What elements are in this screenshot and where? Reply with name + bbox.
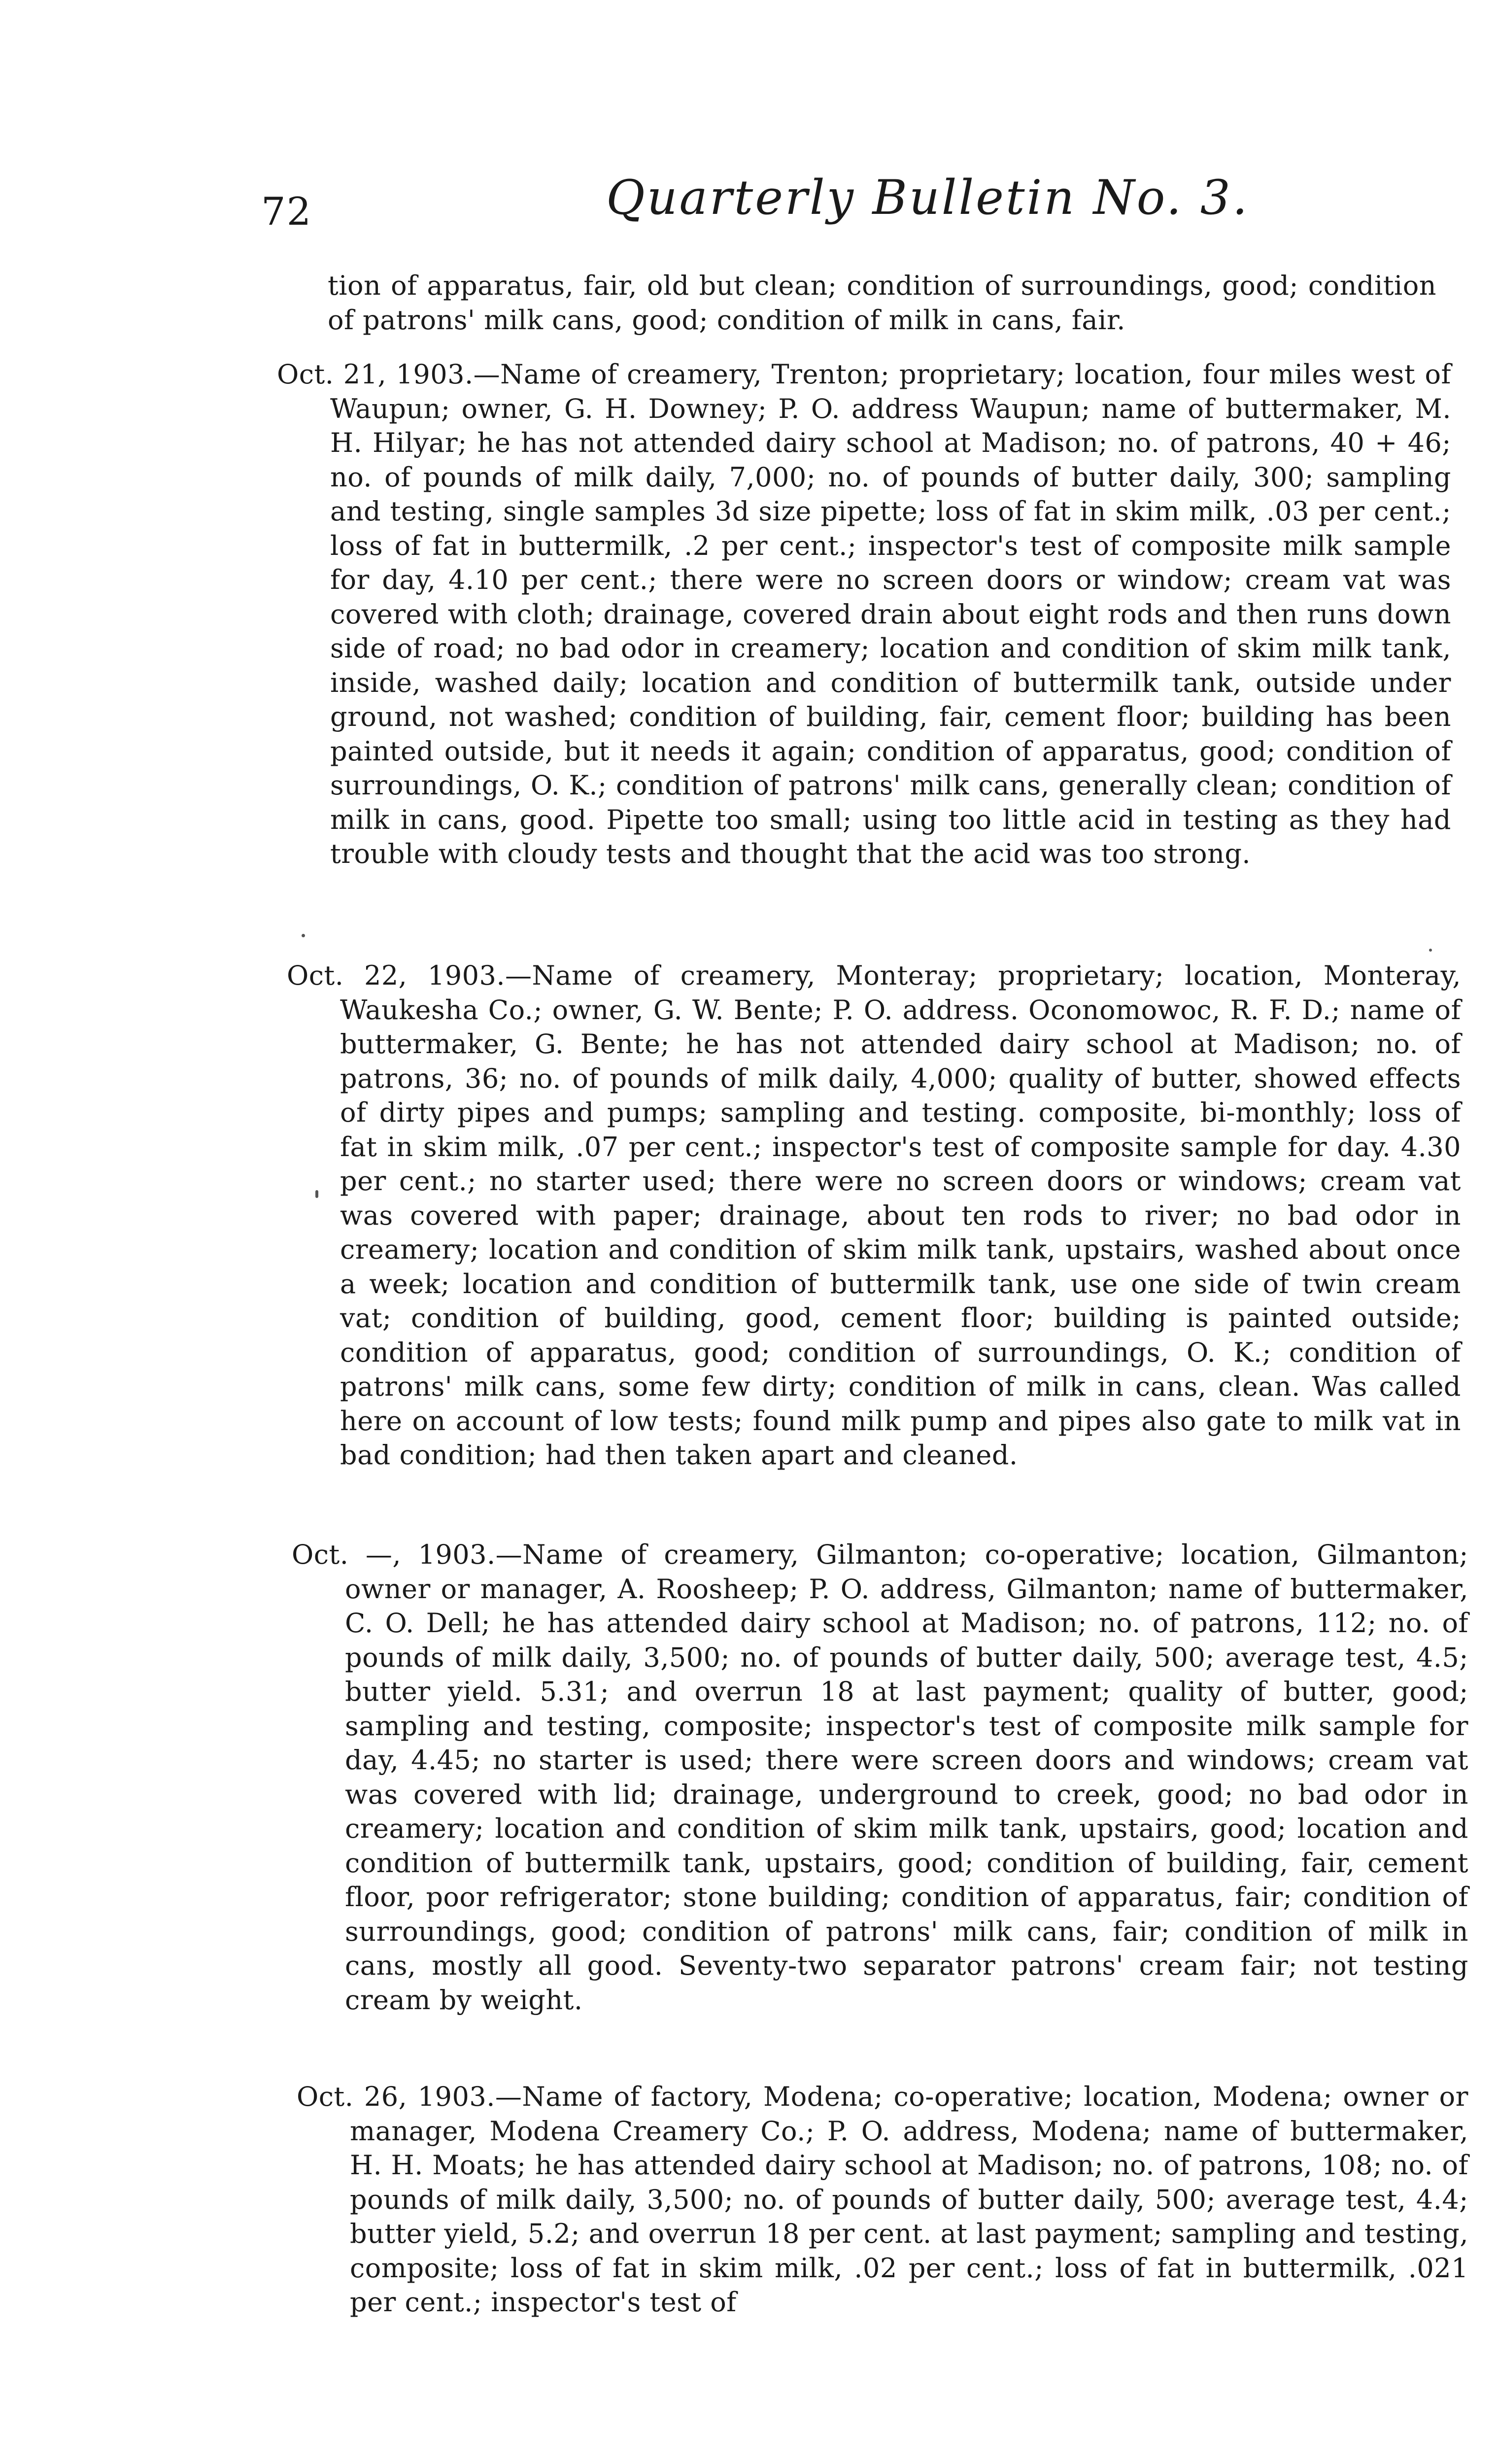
- entry-oct-21: Oct. 21, 1903.—Name of creamery, Trenton; proprietary; location, four miles west of Waupun; owner, G. H. Downey; P. O. address Waupun; name of buttermaker, M. H. Hilyar; he has not attended dairy school at Madison; no. of patrons, 40 + 46; no. of pounds of milk daily, 7,000; no. of pounds of butter daily, 300; sampling and testing, single samples 3d size pipette; loss of fat in skim milk, .03 per cent.; loss of fat in buttermilk, .2 per cent.; inspector's test of composite milk sample for day, 4.10 per cent.; there were no screen doors or window; cream vat was covered with cloth; drainage, covered drain about eight rods and then runs down side of road; no bad odor in creamery; location and condition of skim milk tank, inside, washed daily; location and condition of buttermilk tank, outside under ground, not washed; condition of building, fair, cement floor; building has been painted outside, but it needs it again; condition of apparatus, good; condition of surroundings, O. K.; condition of patrons' milk cans, generally clean; condition of milk in cans, good. Pipette too small; using too little acid in testing as they had trouble with cloudy tests and thought that the acid was too strong.: [277, 359, 1451, 869]
- entry-gilmanton: Oct. —, 1903.—Name of creamery, Gilmanton; co-operative; location, Gilmanton; owner or manager, A. Roosheep; P. O. address, Gilmanton; name of buttermaker, C. O. Dell; he has attended dairy school at Madison; no. of patrons, 112; no. of pounds of milk daily, 3,500; no. of pounds of butter daily, 500; average test, 4.5; butter yield. 5.31; and overrun 18 at last payment; quality of butter, good; sampling and testing, composite; inspector's test of composite milk sample for day, 4.45; no starter is used; there were screen doors and windows; cream vat was covered with lid; drainage, underground to creek, good; no bad odor in creamery; location and condition of skim milk tank, upstairs, good; location and condition of buttermilk tank, upstairs, good; condition of building, fair, cement floor, poor refrigerator; stone building; condition of apparatus, fair; condition of surroundings, good; condition of patrons' milk cans, fair; condition of milk in cans, mostly all good. Seventy-two separator patrons' cream fair; not testing cream by weight.: [292, 1539, 1468, 2016]
- continued-paragraph: tion of apparatus, fair, old but clean; condition of surroundings, good; condition of patrons' milk cans, good; condition of milk in cans, fair.: [328, 270, 1436, 336]
- running-title: Quarterly Bulletin No. 3.: [606, 170, 1250, 225]
- page-number: 72: [261, 190, 312, 234]
- print-speck: [1429, 949, 1432, 952]
- print-speck: [302, 934, 305, 937]
- page-header: [261, 170, 1468, 249]
- print-speck: [315, 1190, 318, 1198]
- entry-oct-26: Oct. 26, 1903.—Name of factory, Modena; co-operative; location, Modena; owner or manager, Modena Creamery Co.; P. O. address, Modena; name of buttermaker, H. H. Moats; he has attended dairy school at Madison; no. of patrons, 108; no. of pounds of milk daily, 3,500; no. of pounds of butter daily, 500; average test, 4.4; butter yield, 5.2; and overrun 18 per cent. at last payment; sampling and testing, composite; loss of fat in skim milk, .02 per cent.; loss of fat in buttermilk, .021 per cent.; inspector's test of: [297, 2081, 1468, 2318]
- entry-oct-22: Oct. 22, 1903.—Name of creamery, Monteray; proprietary; location, Monteray, Waukesha Co.; owner, G. W. Bente; P. O. address. Oconomowoc, R. F. D.; name of buttermaker, G. Bente; he has not attended dairy school at Madison; no. of patrons, 36; no. of pounds of milk daily, 4,000; quality of butter, showed effects of dirty pipes and pumps; sampling and testing. composite, bi-monthly; loss of fat in skim milk, .07 per cent.; inspector's test of composite sample for day. 4.30 per cent.; no starter used; there were no screen doors or windows; cream vat was covered with paper; drainage, about ten rods to river; no bad odor in creamery; location and condition of skim milk tank, upstairs, washed about once a week; location and condition of buttermilk tank, use one side of twin cream vat; condition of building, good, cement floor; building is painted outside; condition of apparatus, good; condition of surroundings, O. K.; condition of patrons' milk cans, some few dirty; condition of milk in cans, clean. Was called here on account of low tests; found milk pump and pipes also gate to milk vat in bad condition; had then taken apart and cleaned.: [287, 960, 1461, 1471]
